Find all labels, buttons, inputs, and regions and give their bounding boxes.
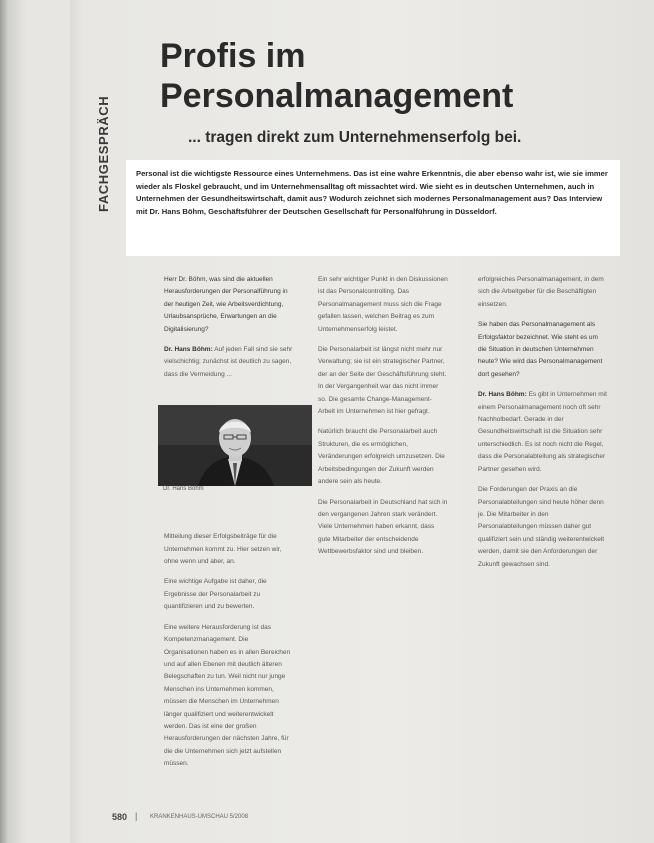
page-fold-shadow — [70, 0, 82, 843]
portrait-illustration — [158, 405, 312, 486]
page-number: 580 — [112, 812, 128, 822]
answer-paragraph — [478, 389, 608, 476]
body-paragraph: Natürlich braucht die Personalarbeit auch Strukturen, die es ermöglichen, Veränderungen erfolgreich umzusetzen. Die Arbeitsbedingungen der Zukunft werden andere sein als heute. — [318, 428, 445, 486]
intro-text: Personal ist die wichtigste Ressource eines Unternehmens. Das ist eine wahre Erkenntnis, die aber ebenso wahr ist, wie sie immer wieder als Floskel gebraucht, und im Unternehmensalltag oft missachtet wird. Wie sieht es in deutschen Unternehmen, auch in Unternehmen der Gesundheitswirtschaft, damit aus? Wodurch zeichnet sich modernes Personalmanagement aus? Das Interview mit Dr. Hans Böhm, Geschäftsführer der Deutschen Gesellschaft für Personalführung in Düsseldorf. — [136, 169, 608, 216]
portrait-photo — [158, 405, 312, 486]
photo-caption: Dr. Hans Böhm — [163, 486, 204, 492]
body-paragraph: Eine wichtige Aufgabe ist daher, die Ergebnisse der Personalarbeit zu quantifizieren und zu bewerten. — [164, 578, 267, 611]
body-paragraph: Die Forderungen der Praxis an die Personalabteilungen sind heute höher denn je. Die Mitarbeiter in den Personalabteilungen müssen daher gut qualifiziert sein und ständig weiterentwickelt werden, damit sie den Anforderungen der Zukunft gewachsen sind. — [478, 486, 605, 568]
article-subtitle: ... tragen direkt zum Unternehmenserfolg bei. — [188, 129, 522, 146]
body-paragraph: Die Personalarbeit in Deutschland hat sich in den vergangenen Jahren stark verändert. Viele Unternehmen haben erkannt, dass gute Mitarbeiter der entscheidende Wettbewerbsfaktor sind und bleiben. — [318, 498, 448, 556]
body-paragraph: erfolgreiches Personalmanagement, in dem sich die Arbeitgeber für die Beschäftigten einsetzen. — [478, 276, 604, 308]
answer-text: Es gibt in Unternehmen mit einem Personalmanagement noch oft sehr Nachholbedarf. Gerade in der Gesundheitswirtschaft ist die Situation sehr unterschiedlich. Es ist noch nicht die Regel, dass die Personalabteilung als strategischer Partner gesehen wird. — [478, 391, 607, 473]
intro-box — [126, 160, 620, 256]
answer-text: Auf jeden Fall sind sie sehr vielschichtig; zunächst ist deutlich zu sagen, dass die Vermeidung ... — [164, 346, 293, 378]
publication-name: KRANKENHAUS-UMSCHAU 5/2008 — [150, 814, 249, 820]
body-paragraph: Die Personalarbeit ist längst nicht mehr nur Verwaltung; sie ist ein strategischer Partner, der an der Seite der Geschäftsführung steht. In der Vergangenheit war das nicht immer so. Die gesamte Change-Management-Arbeit im Unternehmen ist hier gefragt. — [318, 346, 447, 416]
section-label: FACHGESPRÄCH — [96, 96, 111, 213]
question-paragraph: Sie haben das Personalmanagement als Erfolgsfaktor bezeichnet. Wie steht es um die Situation in deutschen Unternehmen heute? Wie wird das Personalmanagement dort gesehen? — [478, 321, 603, 378]
answer-paragraph — [164, 344, 294, 381]
footer-separator: | — [135, 811, 138, 821]
body-paragraph: Ein sehr wichtiger Punkt in den Diskussionen ist das Personalcontrolling. Das Personalmanagement muss sich die Frage gefallen lassen, welchen Beitrag es zum Unternehmenserfolg leistet. — [318, 276, 448, 333]
article-title: Profis im Personalmanagement — [160, 37, 514, 115]
speaker-label: Dr. Hans Böhm: — [164, 346, 213, 354]
question-paragraph: Herr Dr. Böhm, was sind die aktuellen Herausforderungen der Personalführung in der heutigen Zeit, wie Arbeitsverdichtung, Urlaubsansprüche, Erwartungen an die Digitalisierung? — [164, 276, 288, 333]
text-column-2 — [318, 274, 448, 567]
speaker-label: Dr. Hans Böhm: — [478, 391, 527, 399]
body-paragraph: Eine weitere Herausforderung ist das Kompetenzmanagement. Die Organisationen haben es in allen Bereichen und auf allen Ebenen mit deutlich älteren Belegschaften zu tun. Weil nicht nur junge Menschen ins Unternehmen kommen, müssen die Menschen im Unternehmen länger qualifiziert und weiterentwickelt werden. Das ist eine der großen Herausforderungen der nächsten Jahre, für die die Unternehmen sich jetzt aufstellen müssen. — [164, 623, 291, 768]
text-column-3 — [478, 274, 608, 579]
text-column-1 — [164, 274, 294, 779]
body-paragraph: Mitteilung dieser Erfolgsbeiträge für die Unternehmen kommt zu. Hier setzen wir, ohne wenn und aber, an. — [164, 533, 282, 566]
